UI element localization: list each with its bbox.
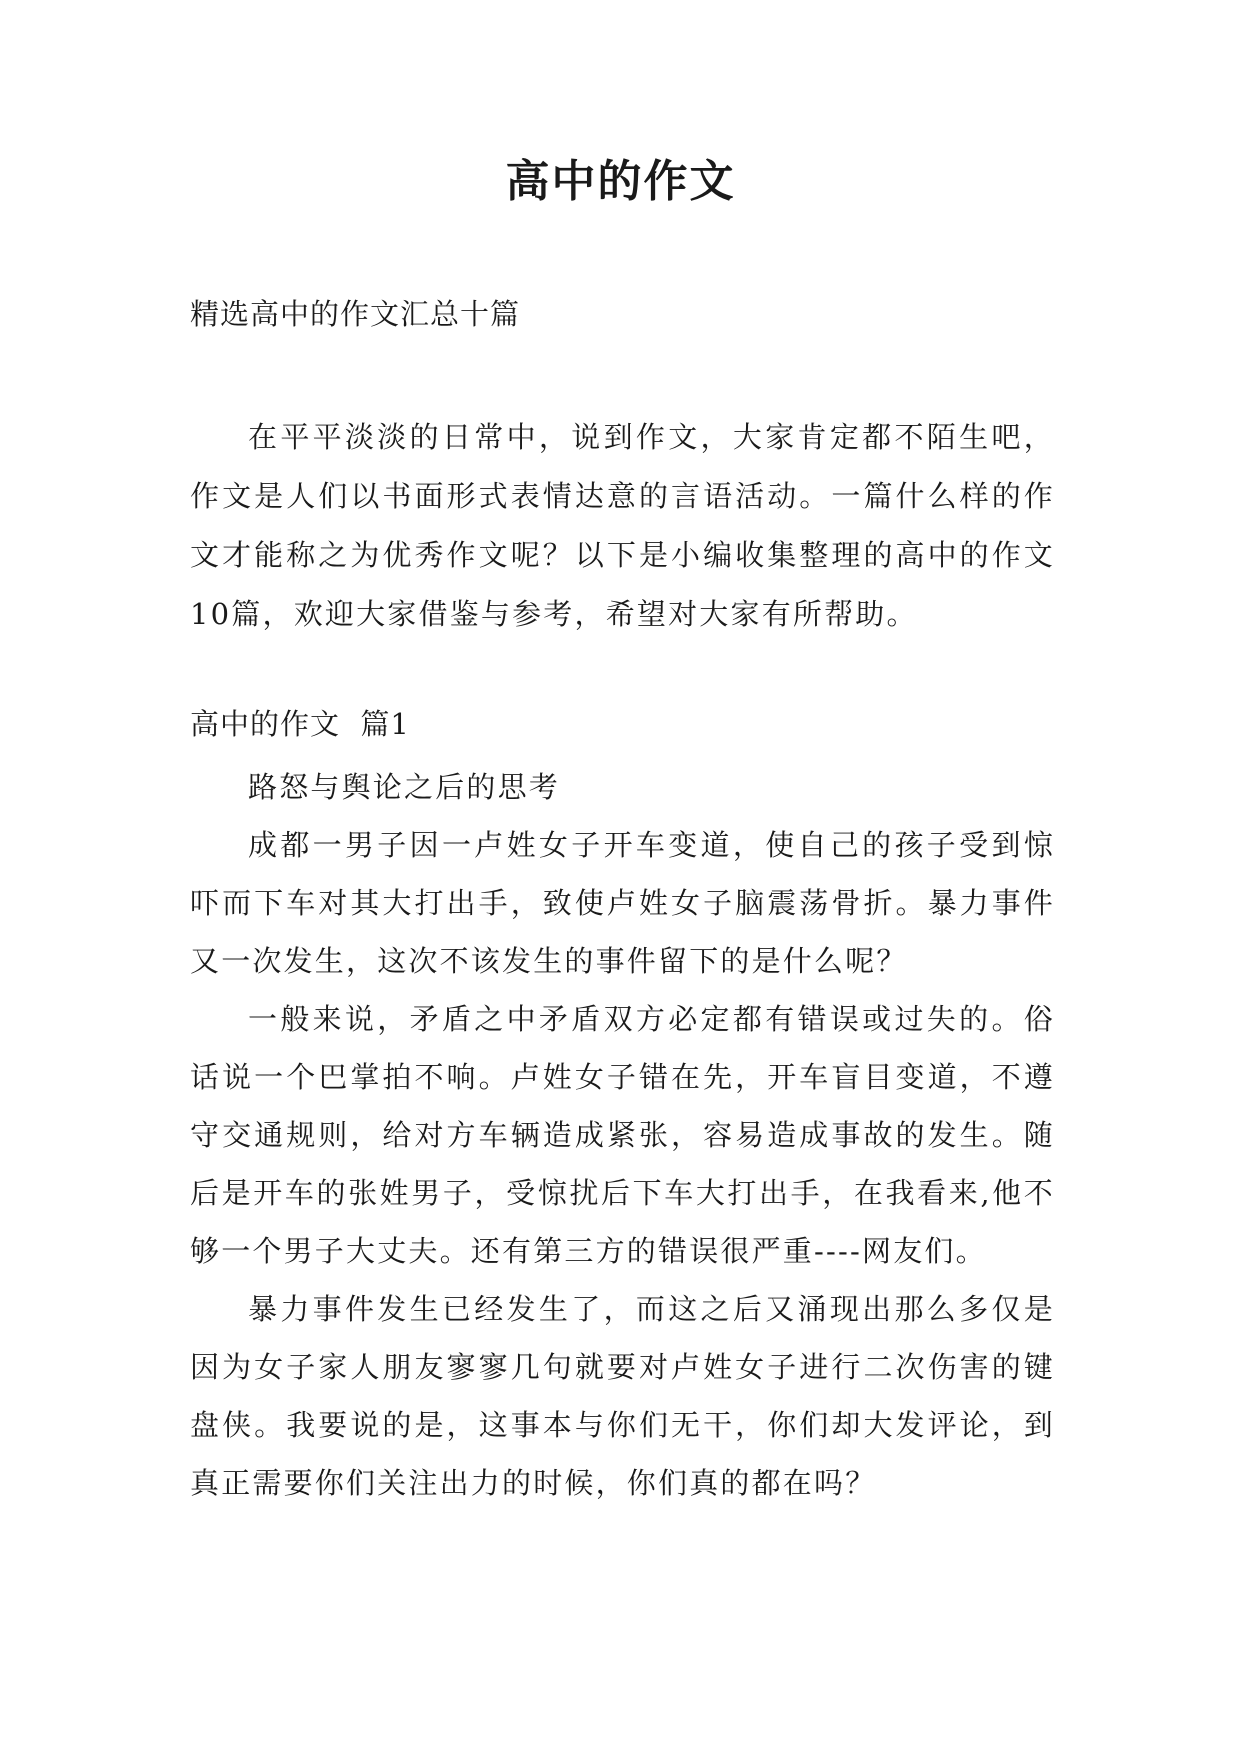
intro-paragraph: 在平平淡淡的日常中，说到作文，大家肯定都不陌生吧，作文是人们以书面形式表情达意的言语活动。一篇什么样的作文才能称之为优秀作文呢？以下是小编收集整理的高中的作文10篇，欢迎大家借鉴与参考，希望对大家有所帮助。 (190, 420, 1055, 631)
section-heading: 高中的作文 篇1 (190, 707, 410, 741)
essay-paragraph: 成都一男子因一卢姓女子开车变道，使自己的孩子受到惊吓而下车对其大打出手，致使卢姓女子脑震荡骨折。暴力事件又一次发生，这次不该发生的事件留下的是什么呢？ (190, 828, 1055, 978)
essay-heading: 路怒与舆论之后的思考 (248, 770, 561, 804)
essay-paragraph: 一般来说，矛盾之中矛盾双方必定都有错误或过失的。俗话说一个巴掌拍不响。卢姓女子错在先，开车盲目变道，不遵守交通规则，给对方车辆造成紧张，容易造成事故的发生。随后是开车的张姓男子，受惊扰后下车大打出手，在我看来,他不够一个男子大丈夫。还有第三方的错误很严重----网友们。 (190, 1002, 1055, 1268)
document-title: 高中的作文 (505, 156, 736, 207)
intro-section (190, 408, 1055, 644)
essay-body (190, 758, 1055, 1512)
essay-paragraph: 暴力事件发生已经发生了，而这之后又涌现出那么多仅是因为女子家人朋友寥寥几句就要对卢姓女子进行二次伤害的键盘侠。我要说的是，这事本与你们无干，你们却大发评论，到真正需要你们关注出力的时候，你们真的都在吗？ (190, 1292, 1055, 1500)
document-subtitle: 精选高中的作文汇总十篇 (190, 297, 521, 331)
